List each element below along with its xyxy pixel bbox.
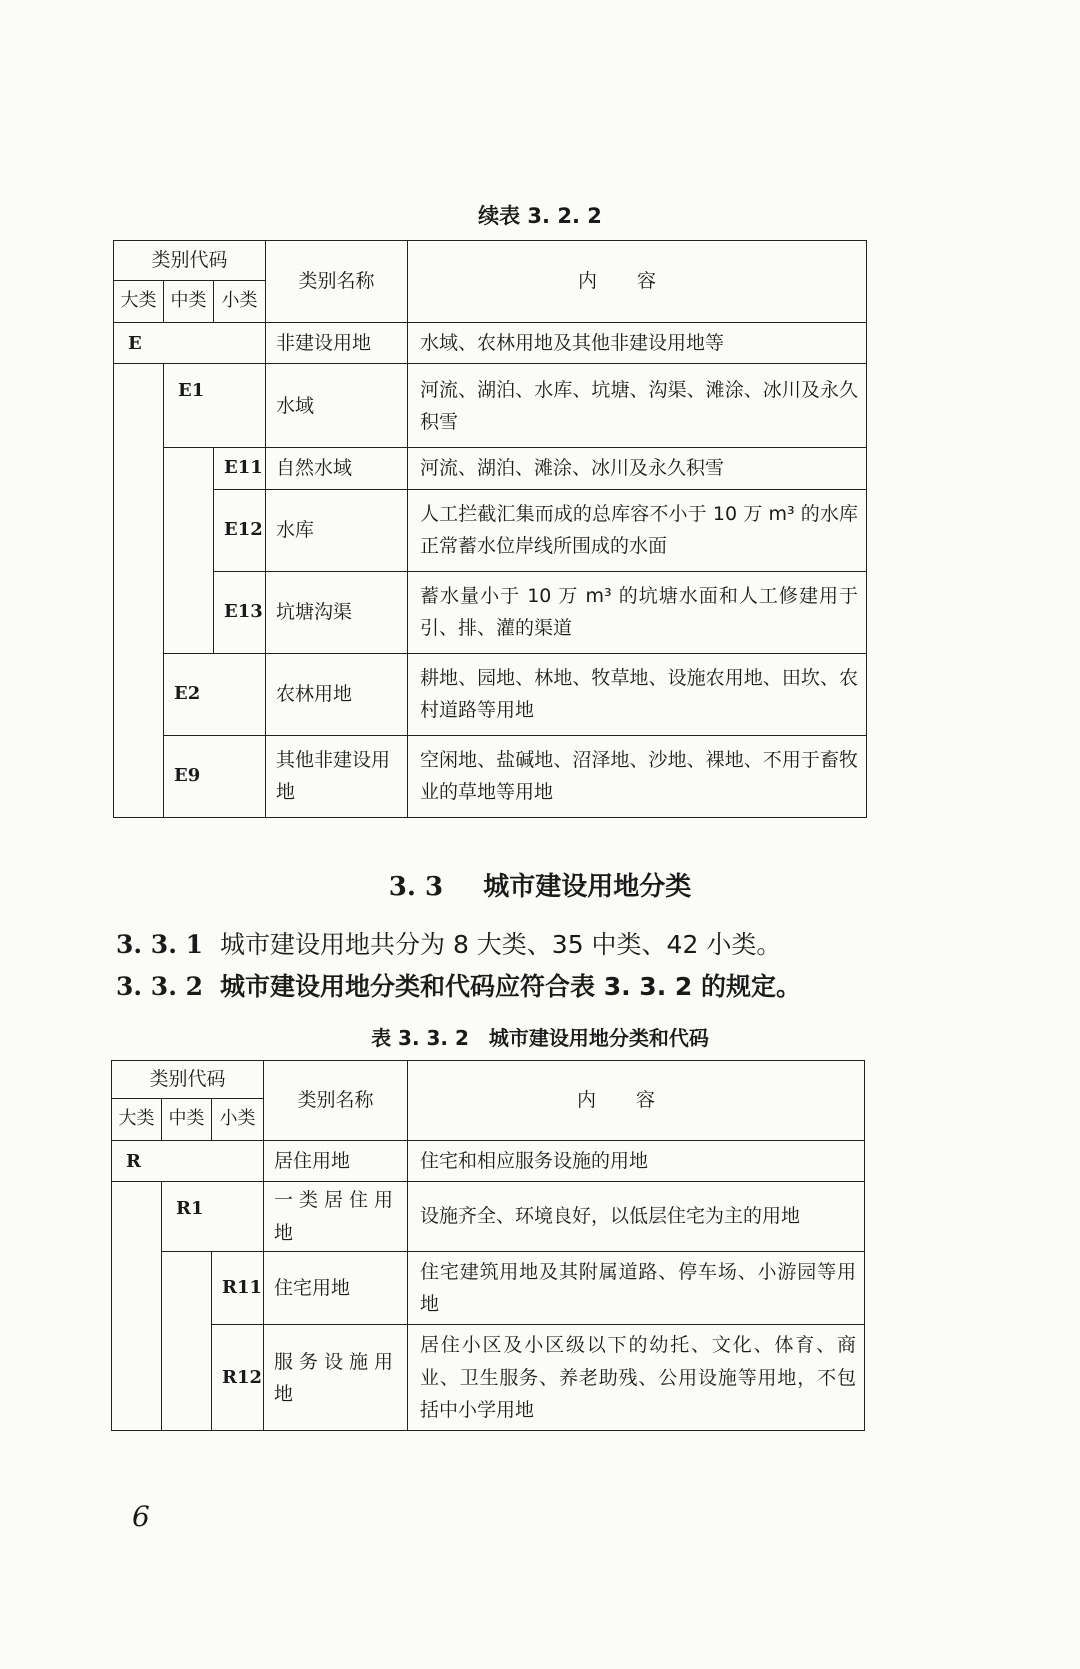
content-cell: 人工拦截汇集而成的总库容不小于 10 万 m³ 的水库正常蓄水位岸线所围成的水面 (408, 489, 867, 571)
code-cell: R11 (212, 1251, 264, 1325)
table1-caption: 续表 3. 2. 2 (478, 204, 602, 228)
clause-3-3-2 (116, 967, 801, 1003)
table-row (114, 489, 867, 571)
content-cell: 水域、农林用地及其他非建设用地等 (408, 323, 867, 364)
section-heading (0, 866, 1080, 903)
table-row (112, 1325, 865, 1431)
content-cell: 住宅建筑用地及其附属道路、停车场、小游园等用地 (408, 1251, 865, 1325)
name-cell: 一类居住用地 (264, 1182, 408, 1252)
clause-text: 城市建设用地分类和代码应符合表 3. 3. 2 的规定。 (220, 972, 801, 1001)
table-row (114, 364, 867, 448)
table2-minor-header: 小类 (212, 1099, 264, 1141)
name-cell: 住宅用地 (264, 1251, 408, 1325)
table-row (112, 1182, 865, 1252)
code-cell: E1 (164, 364, 266, 448)
code-cell: E13 (214, 571, 266, 653)
table-row (114, 653, 867, 735)
indent-cell (112, 1182, 162, 1431)
name-cell: 非建设用地 (266, 323, 408, 364)
table-row (114, 323, 867, 364)
content-cell: 蓄水量小于 10 万 m³ 的坑塘水面和人工修建用于引、排、灌的渠道 (408, 571, 867, 653)
name-cell: 农林用地 (266, 653, 408, 735)
name-cell: 自然水域 (266, 448, 408, 489)
clause-text: 城市建设用地共分为 8 大类、35 中类、42 小类。 (220, 930, 782, 959)
code-cell: R1 (162, 1182, 264, 1252)
table2 (111, 1060, 865, 1431)
clause-number: 3. 3. 1 (116, 930, 203, 959)
indent-cell (114, 364, 164, 817)
table-row (112, 1251, 865, 1325)
page-number: 6 (132, 1500, 150, 1533)
table2-major-header: 大类 (112, 1099, 162, 1141)
table2-content-header: 内容 (408, 1061, 865, 1141)
clause-3-3-1 (116, 925, 781, 961)
clause-number: 3. 3. 2 (116, 972, 203, 1001)
table1-code-group-header: 类别代码 (114, 241, 266, 281)
indent-cell (164, 448, 214, 653)
code-cell: R (112, 1141, 264, 1182)
name-cell: 服务设施用地 (264, 1325, 408, 1431)
table2-medium-header: 中类 (162, 1099, 212, 1141)
content-cell: 河流、湖泊、滩涂、冰川及永久积雪 (408, 448, 867, 489)
table1-major-header: 大类 (114, 281, 164, 323)
code-cell: E2 (164, 653, 266, 735)
content-cell: 河流、湖泊、水库、坑塘、沟渠、滩涂、冰川及永久积雪 (408, 364, 867, 448)
table1 (113, 240, 867, 818)
content-cell: 设施齐全、环境良好，以低层住宅为主的用地 (408, 1182, 865, 1252)
content-cell: 居住小区及小区级以下的幼托、文化、体育、商业、卫生服务、养老助残、公用设施等用地，不包括中小学用地 (408, 1325, 865, 1431)
section-title: 城市建设用地分类 (483, 872, 692, 902)
section-number: 3. 3 (388, 872, 444, 902)
table2-code-group-header: 类别代码 (112, 1061, 264, 1099)
content-cell: 空闲地、盐碱地、沼泽地、沙地、裸地、不用于畜牧业的草地等用地 (408, 735, 867, 817)
table2-caption: 表 3. 3. 2 城市建设用地分类和代码 (371, 1026, 709, 1050)
table1-medium-header: 中类 (164, 281, 214, 323)
indent-cell (162, 1251, 212, 1430)
table1-header-row (114, 241, 867, 281)
table-row (112, 1141, 865, 1182)
table2-name-header: 类别名称 (264, 1061, 408, 1141)
name-cell: 坑塘沟渠 (266, 571, 408, 653)
code-cell: E (114, 323, 266, 364)
table-row (114, 448, 867, 489)
name-cell: 水库 (266, 489, 408, 571)
code-cell: E11 (214, 448, 266, 489)
code-cell: E12 (214, 489, 266, 571)
name-cell: 水域 (266, 364, 408, 448)
content-cell: 耕地、园地、林地、牧草地、设施农用地、田坎、农村道路等用地 (408, 653, 867, 735)
content-cell: 住宅和相应服务设施的用地 (408, 1141, 865, 1182)
code-cell: R12 (212, 1325, 264, 1431)
table1-content-header: 内容 (408, 241, 867, 323)
code-cell: E9 (164, 735, 266, 817)
table2-header-row (112, 1061, 865, 1099)
table-row (114, 735, 867, 817)
name-cell: 其他非建设用地 (266, 735, 408, 817)
name-cell: 居住用地 (264, 1141, 408, 1182)
table1-minor-header: 小类 (214, 281, 266, 323)
table1-name-header: 类别名称 (266, 241, 408, 323)
table-row (114, 571, 867, 653)
